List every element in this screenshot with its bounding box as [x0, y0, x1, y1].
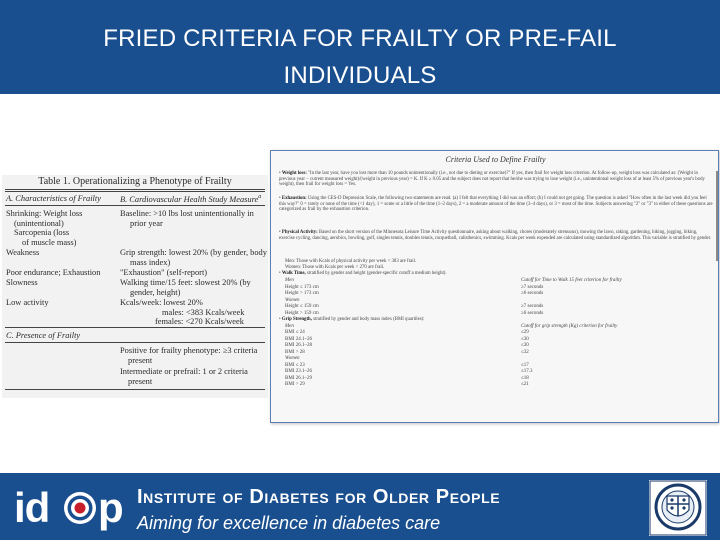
title-banner	[0, 0, 720, 94]
walk-cutoff: ≥6 seconds	[521, 291, 544, 296]
frailty-criteria-document	[270, 150, 719, 423]
slide-title-line-1: FRIED CRITERIA FOR FRAILTY OR PRE-FAIL	[103, 25, 617, 52]
grip-condition: BMI 26.1–28	[285, 343, 312, 348]
criteria-paragraph: • Exhaustion: Using the CES-D Depression Scale, the following two statements are read. (a) I felt that everything I did was an effort; (b) I could not get going. The question is asked "How often in the last week did you feel this way?" 0 = rarely or none of the time (<1 day), 1 = some or a little of the time (1–2 days), 2 = a moderate amount of the time (3–4 days), or 3 = most of the time. Subjects answering "2" or "3" to either of these questions are categorized as frail by the exhaustion criterion.	[279, 196, 713, 213]
grip-cutoff-heading: Cutoff for grip strength (Kg) criterion for frailty	[521, 323, 618, 329]
col-c-heading: C. Presence of Frailty	[6, 331, 81, 340]
table-cell-characteristic: Poor endurance; Exhaustion	[6, 268, 101, 277]
table-cell-measure: prior year	[130, 219, 163, 228]
table-cell-measure: males: <383 Kcals/week	[162, 308, 245, 317]
col-b-heading: B. Cardiovascular Health Study Measure$^a$	[120, 194, 262, 204]
grip-cutoff: ≤29	[521, 330, 529, 335]
criteria-label: Exhaustion:	[281, 196, 307, 201]
table-caption: Table 1. Operationalizing a Phenotype of Frailty	[38, 176, 232, 187]
slide-title-line-2: INDIVIDUALS	[283, 62, 437, 89]
criteria-label: Physical Activity:	[281, 230, 318, 235]
grip-cutoff: ≤17.3	[521, 369, 533, 374]
criteria-text: stratified by gender and body mass index (BMI quartiles):	[313, 317, 425, 322]
logo-target-icon	[64, 492, 96, 524]
table-cell-characteristic: (unintentional)	[14, 219, 64, 228]
table-cell-measure: gender, height)	[130, 288, 181, 297]
criteria-paragraph: • Physical Activity: Based on the short version of the Minnesota Leisure Time Activity questionnaire, asking about walking, chores (moderately strenuous), mowing the lawn, raking, gardening, hiking, jogging, biking, exercise cycling, dancing, aerobics, bowling, golf, singles tennis, doubles tennis, racquetball, calisthenics, swimming. Kcals per week expended are calculated using standardized algorithm. This variable is stratified by gender.	[279, 230, 712, 241]
walk-men-heading: Men	[285, 278, 294, 283]
presence-row: Positive for frailty phenotype: ≥3 criteria	[120, 346, 258, 355]
table-top-rule	[5, 189, 265, 190]
criteria-paragraph: • Weight loss: "In the last year, have you lost more than 10 pounds unintentionally (i.e., not due to dieting or exercise)?" If yes, then frail for weight loss criterion. At follow-up, weight loss was calculated as: (Weight in previous year − current measured weight)/(weight in previous year) = K. If K ≥ 0.05 and the subject does not report that he/she was trying to lose weight (i.e., unintentional weight loss of at least 5% of previous year's body weight), then frail for weight loss = Yes.	[279, 171, 705, 188]
criteria-text: Men: Those with Kcals of physical activity per week < 383 are frail.	[285, 259, 417, 264]
criteria-paragraph: • Grip Strength, stratified by gender and body mass index (BMI quartiles):	[279, 317, 425, 322]
presence-row: present	[128, 356, 153, 365]
table-cell-measure: Kcals/week: lowest 20%	[120, 298, 203, 307]
table-presence-rule	[5, 342, 265, 343]
logo-letters-id: id	[14, 484, 50, 531]
criteria-title: Criteria Used to Define Frailty	[445, 155, 546, 164]
grip-cutoff: ≤18	[521, 375, 529, 381]
col-a-heading: A. Characteristics of Frailty	[6, 194, 101, 203]
walk-condition: Height > 173 cm	[285, 291, 319, 296]
table-mid-rule	[5, 327, 265, 328]
walk-cutoff: ≥7 seconds	[521, 284, 544, 290]
walk-cutoff-heading: Cutoff for Time to Walk 15 feet criterion for frailty	[521, 278, 622, 283]
table-cell-measure: Baseline: >10 lbs lost unintentionally in	[120, 209, 254, 218]
slide-title	[0, 20, 720, 94]
grip-condition: BMI > 29	[285, 382, 305, 387]
grip-cutoff: ≤30	[521, 343, 529, 348]
criteria-text: Using the CES-D Depression Scale, the following two statements are read. (a) I felt that everything I did was an effort; (b) I could not get going. The question is asked "How often in the last week did you feel this way?" 0 = rarely or none of the time (<1 day), 1 = some or a little of the time (1–2 days), 2 = a moderate amount of the time (3–4 days), or 3 = most of the time. Subjects answering "2" or "3" to either of these questions are categorized as frail by the exhaustion criterion.	[279, 196, 713, 213]
walk-condition: Height > 159 cm	[285, 310, 319, 316]
criteria-paragraph	[285, 265, 719, 271]
table-cell-measure: Grip strength: lowest 20% (by gender, body	[120, 248, 267, 257]
walk-women-heading: Women	[285, 297, 300, 303]
walk-condition: Height ≤ 159 cm	[285, 304, 319, 309]
grip-women-heading: Women	[285, 356, 300, 361]
walk-condition: Height ≤ 173 cm	[285, 284, 319, 290]
criteria-text: "In the last year, have you lost more than 10 pounds unintentionally (i.e., not due to dieting or exercise)?" If yes, then frail for weight loss criterion. At follow-up, weight loss was calculated as: (Weight in previous year − current measured weight)/(weight in previous year) = K. If K ≥ 0.05 and the subject does not report that he/she was trying to lose weight (i.e., unintentional weight loss of at least 5% of previous year's body weight), then frail for weight loss = Yes.	[279, 171, 705, 188]
grip-condition: BMI 26.1–29	[285, 375, 312, 381]
criteria-paragraph: • Walk Time, stratified by gender and height (gender-specific cutoff a medium height).	[279, 271, 447, 276]
presence-row: present	[128, 377, 153, 386]
walk-cutoff: ≥7 seconds	[521, 304, 544, 309]
scroll-mark	[716, 171, 719, 261]
table-cell-characteristic: Low activity	[6, 298, 49, 307]
footer-divider	[0, 468, 720, 470]
criteria-text: stratified by gender and height (gender-specific cutoff a medium height).	[306, 271, 447, 276]
criteria-label: Walk Time,	[281, 271, 306, 276]
criteria-label: Weight loss:	[281, 171, 307, 176]
table-cell-measure: mass index)	[130, 258, 171, 267]
criteria-text: Women: Those with Kcals per week < 270 are frail.	[285, 265, 385, 270]
criteria-text: Based on the short version of the Minnesota Leisure Time Activity questionnaire, asking about walking, chores (moderately strenuous), mowing the lawn, raking, gardening, hiking, jogging, biking, exercise cycling, dancing, aerobics, bowling, golf, singles tennis, doubles tennis, racquetball, calisthenics, swimming. Kcals per week expended are calculated using standardized algorithm. This variable is stratified by gender.	[279, 230, 712, 241]
university-crest-icon	[649, 480, 707, 536]
grip-men-heading: Men	[285, 323, 294, 329]
table-cell-measure: females: <270 Kcals/week	[155, 317, 244, 326]
table-top-rule-2	[5, 191, 265, 192]
grip-cutoff: ≤21	[521, 382, 529, 387]
institute-name: Institute of Diabetes for Older People	[137, 486, 501, 508]
walk-cutoff: ≥6 seconds	[521, 310, 544, 316]
presence-row: Intermediate or prefrail: 1 or 2 criteria	[120, 367, 248, 376]
grip-condition: BMI ≤ 24	[285, 330, 305, 335]
grip-cutoff: ≤17	[521, 362, 529, 368]
idop-logo	[12, 483, 132, 531]
grip-cutoff: ≤32	[521, 349, 529, 355]
table-cell-characteristic: Shrinking: Weight loss	[6, 209, 83, 218]
institute-tagline: Aiming for excellence in diabetes care	[137, 513, 441, 533]
table-cell-characteristic: Slowness	[6, 278, 38, 287]
logo-letter-p: p	[98, 484, 124, 531]
grip-condition: BMI > 28	[285, 349, 305, 355]
grip-condition: BMI 24.1–26	[285, 336, 312, 342]
grip-condition: BMI 23.1–26	[285, 369, 312, 374]
table-cell-measure: Walking time/15 feet: slowest 20% (by	[120, 278, 251, 287]
criteria-label: Grip Strength,	[281, 317, 312, 322]
table-bottom-rule	[5, 389, 265, 390]
table-cell-characteristic: Sarcopenia (loss	[14, 228, 70, 237]
table-cell-characteristic: Weakness	[6, 248, 40, 257]
grip-cutoff: ≤30	[521, 336, 529, 342]
frailty-phenotype-table	[2, 175, 268, 398]
table-cell-characteristic: of muscle mass)	[22, 238, 77, 247]
criteria-paragraph	[285, 259, 719, 265]
grip-condition: BMI ≤ 23	[285, 362, 305, 368]
table-cell-measure: "Exhaustion" (self-report)	[120, 268, 208, 277]
table-header-rule	[5, 205, 265, 206]
